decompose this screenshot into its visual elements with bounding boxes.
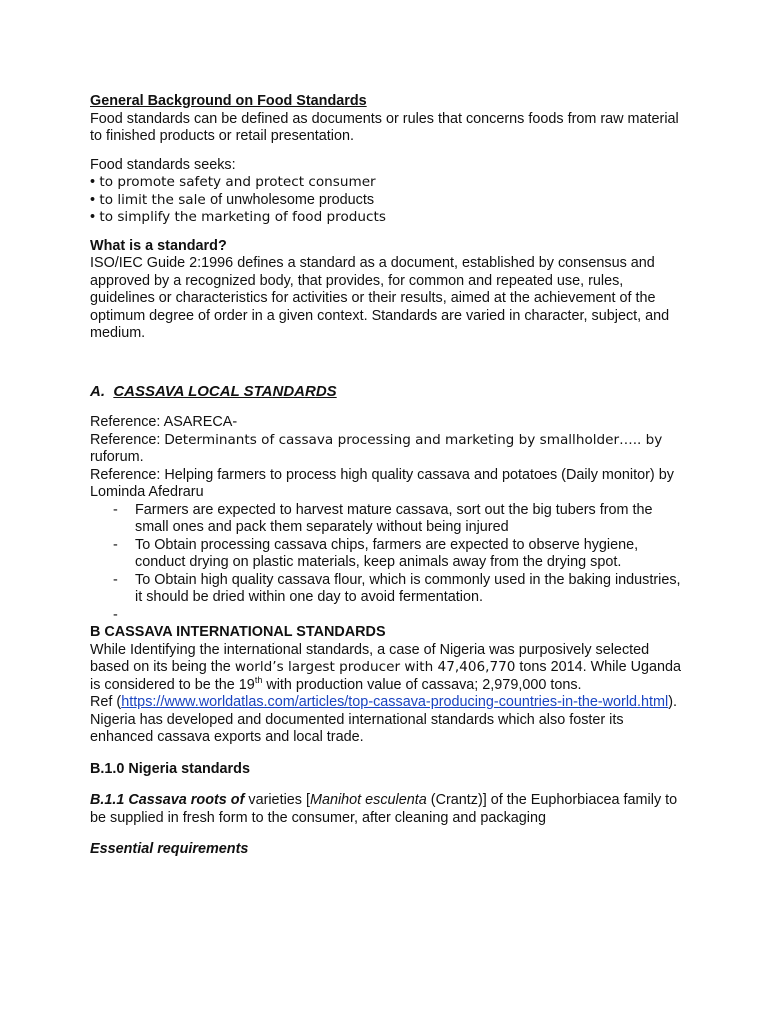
worldatlas-link[interactable]: https://www.worldatlas.com/articles/top-cassava-producing-countries-in-the-world.html	[121, 694, 669, 710]
section-a-heading: A. CASSAVA LOCAL STANDARDS	[90, 382, 337, 400]
list-item: - To Obtain processing cassava chips, farmers are expected to observe hygiene, conduct drying on plastic materials, keep animals away from the drying spot.	[113, 536, 639, 570]
seeks-label: Food standards seeks:	[90, 156, 236, 173]
list-item: • to promote safety and protect consumer	[90, 174, 376, 190]
list-item: - Farmers are expected to harvest mature cassava, sort out the big tubers from the small ones and pack them separately without being injured	[113, 501, 653, 535]
standard-definition-paragraph: ISO/IEC Guide 2:1996 defines a standard as a document, established by consensus and approved by a recognized body, that provides, for common and repeated use, rules, guidelines or characteristics for activities or their results, aimed at the achievement of the optimum degree of order in a given context. Standards are varied in character, subject, and medium.	[90, 255, 670, 341]
document-body	[90, 93, 690, 859]
heading-essential-requirements: Essential requirements	[90, 841, 249, 857]
heading-what-is-standard: What is a standard?	[90, 237, 227, 254]
reference-ruforum: Reference: Determinants of cassava processing and marketing by smallholder….. by ruforum.	[90, 431, 663, 465]
list-item: - To Obtain high quality cassava flour, which is commonly used in the baking industries, it should be dried within one day to avoid fermentation.	[113, 571, 681, 605]
bullet-mark: •	[90, 174, 96, 190]
seeks-list	[90, 174, 690, 227]
list-item: -	[113, 606, 118, 623]
list-item: • to limit the sale of unwholesome products	[90, 191, 375, 208]
bullet-mark: •	[90, 191, 96, 208]
definition-paragraph: Food standards can be defined as documents or rules that concerns foods from raw material to finished products or retail presentation.	[90, 110, 679, 144]
heading-nigeria-standards: B.1.0 Nigeria standards	[90, 760, 250, 777]
list-item: • to simplify the marketing of food products	[90, 209, 386, 225]
cassava-roots-paragraph: B.1.1 Cassava roots of varieties [Manihot esculenta (Crantz)] of the Euphorbiacea family to be supplied in fresh form to the consumer, after cleaning and packaging	[90, 792, 678, 826]
section-b-heading: B CASSAVA INTERNATIONAL STANDARDS	[90, 624, 386, 640]
section-b-paragraph: While Identifying the international standards, a case of Nigeria was purposively selected based on its being the world’s largest producer with 47,406,770 tons 2014. While Uganda is considered to be the 19th with production value of cassava; 2,979,000 tons. Ref (https://www.worldatlas.com/articles/top-cassava-producing-countries-in-the-world.html). Nigeria has developed and documented international standards which also foster its enhanced cassava exports and local trade.	[90, 641, 681, 745]
heading-general-background: General Background on Food Standards	[90, 93, 367, 109]
farmer-requirements-list	[90, 502, 690, 625]
bullet-mark: •	[90, 209, 96, 225]
reference-asareca: Reference: ASARECA-	[90, 414, 238, 430]
reference-daily-monitor: Reference: Helping farmers to process high quality cassava and potatoes (Daily monitor) by Lominda Afedraru	[90, 466, 674, 500]
